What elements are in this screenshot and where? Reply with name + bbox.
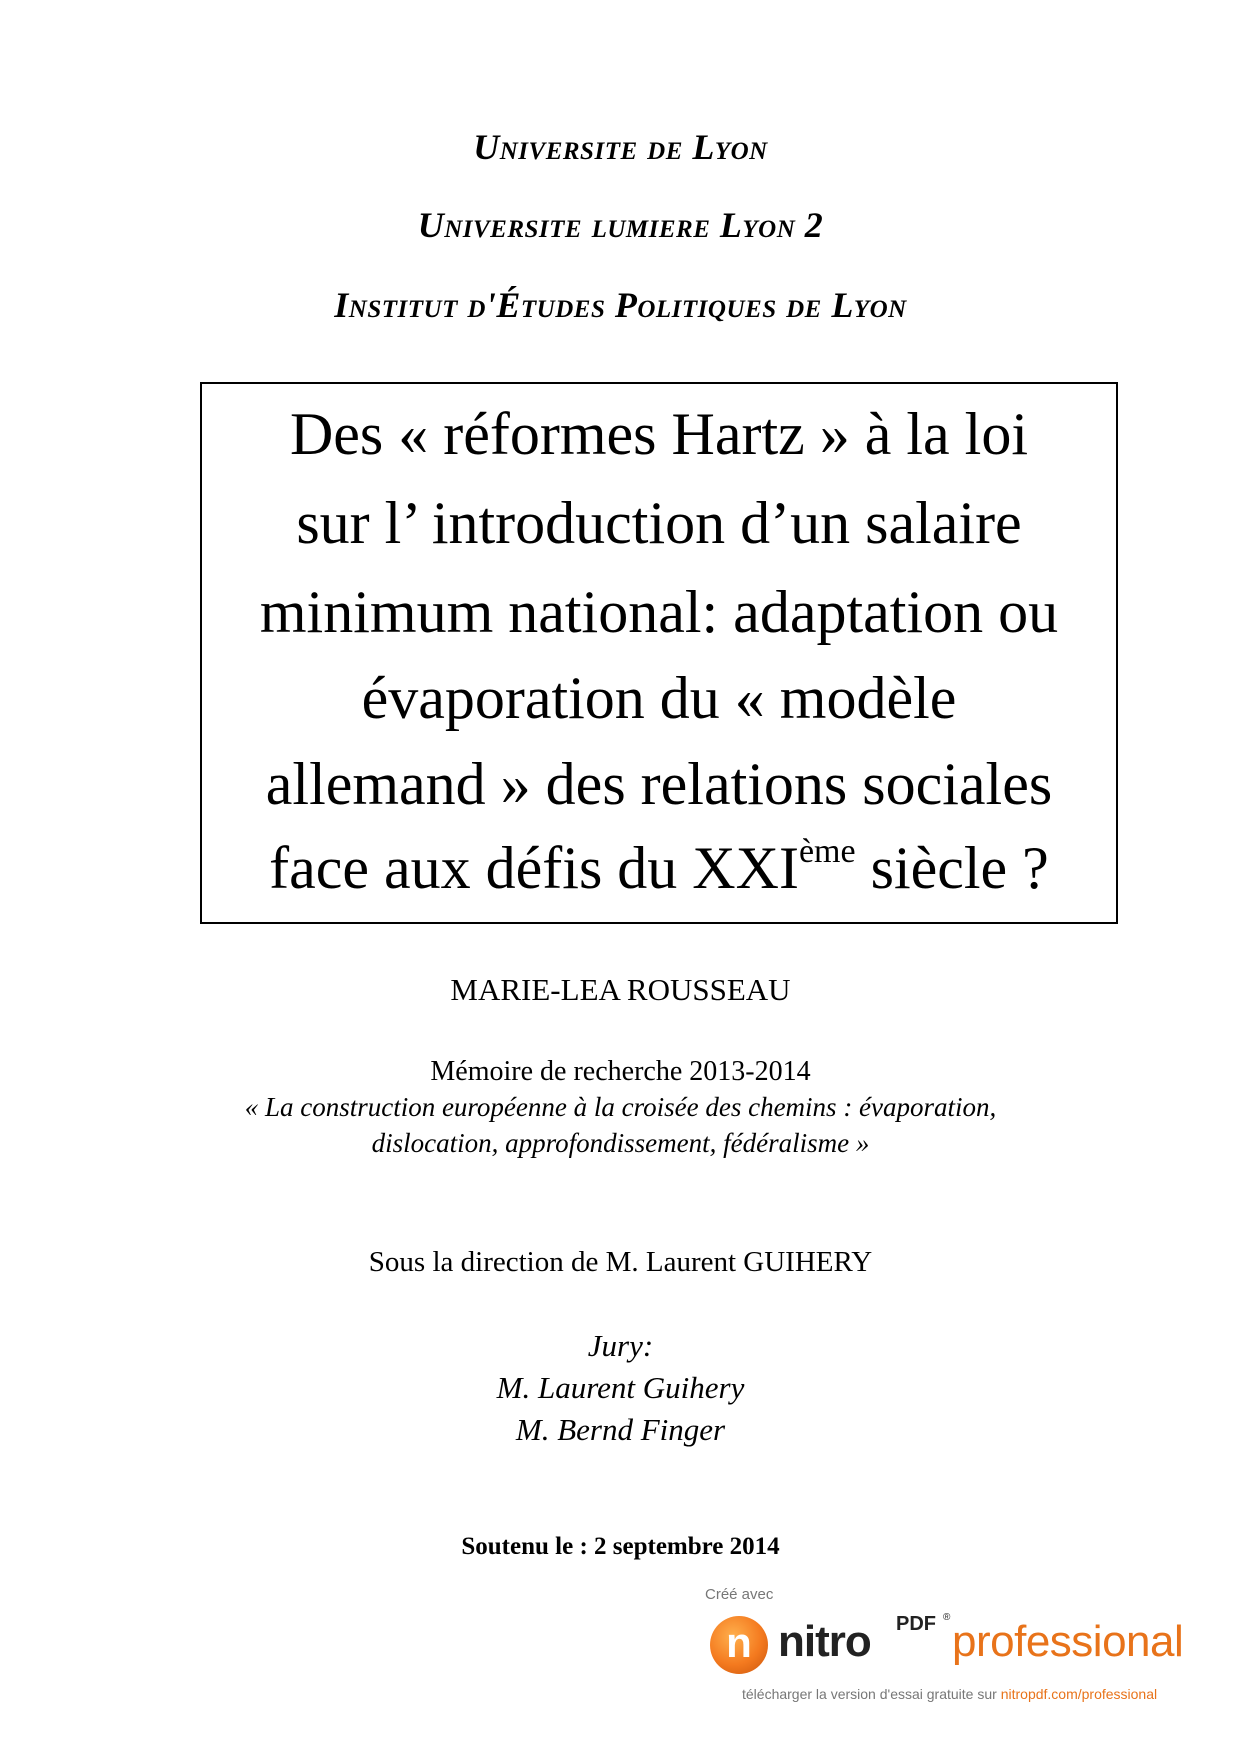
supervisor: Sous la direction de M. Laurent GUIHERY xyxy=(368,1246,873,1278)
research-theme-line: dislocation, approfondissement, fédéralisme » xyxy=(371,1128,870,1158)
title-end-text: siècle ? xyxy=(855,835,1049,901)
thesis-title-box xyxy=(200,382,1118,924)
memoire-year: Mémoire de recherche 2013-2014 xyxy=(430,1056,811,1087)
title-line: évaporation du « modèle xyxy=(361,665,957,731)
watermark-brand-sup: PDF xyxy=(896,1613,936,1635)
author-name: MARIE-LEA ROUSSEAU xyxy=(450,972,791,1007)
watermark-url-link[interactable]: nitropdf.com/professional xyxy=(1000,1686,1158,1702)
jury-label: Jury: xyxy=(587,1328,654,1363)
title-line-last xyxy=(202,833,1116,901)
watermark-created-with: Créé avec xyxy=(705,1586,774,1603)
institution-lumiere-lyon-2: Universite lumiere Lyon 2 xyxy=(417,205,824,245)
defense-date: Soutenu le : 2 septembre 2014 xyxy=(461,1533,780,1560)
title-line: Des « réformes Hartz » à la loi xyxy=(289,401,1029,467)
watermark-product: professional xyxy=(952,1617,1184,1666)
watermark-tagline xyxy=(742,1686,1157,1702)
watermark-brand: nitro xyxy=(778,1617,871,1666)
institution-sciences-po-lyon: Institut d'Études Politiques de Lyon xyxy=(334,285,907,325)
title-line: minimum national: adaptation ou xyxy=(259,579,1059,645)
jury-member: M. Laurent Guihery xyxy=(496,1370,745,1405)
jury-member: M. Bernd Finger xyxy=(515,1412,726,1447)
title-line: sur l’ introduction d’un salaire xyxy=(296,490,1022,556)
nitro-pdf-watermark xyxy=(700,1586,1220,1706)
title-line: allemand » des relations sociales xyxy=(265,751,1053,817)
title-superscript: ème xyxy=(798,833,856,870)
institution-university-lyon: Universite de Lyon xyxy=(473,127,768,167)
title-century-text: face aux défis du XXI xyxy=(269,835,799,901)
nitro-logo-icon: n xyxy=(710,1616,768,1674)
research-theme-line: « La construction européenne à la croisée des chemins : évaporation, xyxy=(244,1092,997,1122)
watermark-tagline-text: télécharger la version d'essai gratuite sur xyxy=(742,1686,1001,1702)
registered-mark: ® xyxy=(943,1612,951,1623)
